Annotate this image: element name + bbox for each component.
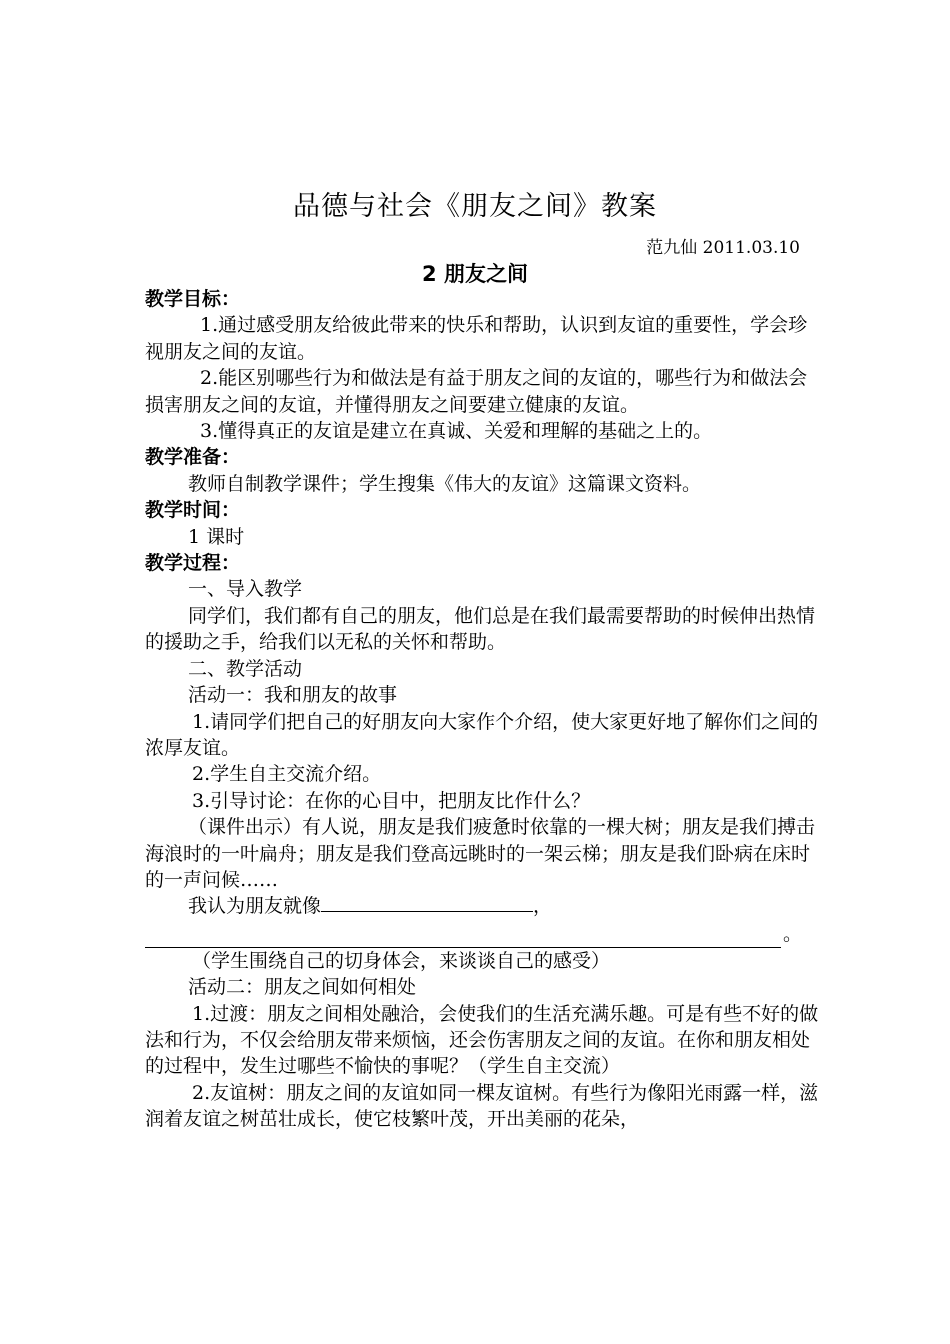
time-text: 1 课时 (188, 525, 245, 548)
activity-1-item-3: 3.引导讨论：在你的心目中，把朋友比作什么？ (192, 789, 591, 812)
fill-continuation-line (145, 920, 825, 948)
step-1-heading: 一、导入教学 (188, 578, 303, 601)
activity-2-item-2: 2.友谊树：朋友之间的友谊如同一棵友谊树。有些行为像阳光雨露一样，滋润着友谊之树茁壮成长，使它枝繁叶茂，开出美丽的花朵， (145, 1081, 819, 1131)
fill-blank (321, 893, 533, 912)
document-body (145, 286, 825, 1133)
intro-text: 同学们，我们都有自己的朋友，他们总是在我们最需要帮助的时候伸出热情的援助之手，给我们以无私的关怀和帮助。 (145, 604, 816, 654)
prep-heading: 教学准备： (145, 446, 241, 469)
activity-1-title: 活动一：我和朋友的故事 (188, 684, 398, 707)
goal-3: 3.懂得真正的友谊是建立在真诚、关爱和理解的基础之上的。 (200, 420, 713, 443)
time-heading: 教学时间： (145, 499, 241, 522)
activity-2-item-1: 1.过渡：朋友之间相处融洽，会使我们的生活充满乐趣。可是有些不好的做法和行为，不仅会给朋友带来烦恼，还会伤害朋友之间的友谊。在你和朋友相处的过程中，发生过哪些不愉快的事呢？（学生自主交流） (145, 1002, 819, 1078)
goal-2: 2.能区别哪些行为和做法是有益于朋友之间的友谊的，哪些行为和做法会损害朋友之间的友谊，并懂得朋友之间要建立健康的友谊。 (145, 367, 808, 416)
document-title: 品德与社会《朋友之间》教案 (293, 191, 657, 222)
fill-prompt: 我认为朋友就像 (188, 895, 322, 918)
activity-2-title: 活动二：朋友之间如何相处 (188, 976, 417, 999)
activity-1-item-2: 2.学生自主交流介绍。 (192, 763, 382, 786)
step-2-heading: 二、教学活动 (188, 657, 303, 680)
prep-text: 教师自制教学课件；学生搜集《伟大的友谊》这篇课文资料。 (188, 472, 702, 495)
goals-heading: 教学目标： (145, 288, 241, 310)
student-note: （学生围绕自己的切身体会，来谈谈自己的感受） (192, 949, 611, 972)
process-heading: 教学过程： (145, 552, 241, 575)
courseware-text: （课件出示）有人说，朋友是我们疲惫时依靠的一棵大树；朋友是我们搏击海浪时的一叶扁舟；朋友是我们登高远眺时的一架云梯；朋友是我们卧病在床时的一声问候…… (145, 816, 816, 891)
fill-comma: ， (533, 895, 553, 918)
author-date: 范九仙 2011.03.10 (646, 238, 800, 258)
lesson-subtitle: 2 朋友之间 (422, 262, 528, 286)
fill-blank-full (145, 929, 781, 948)
fill-in-line (145, 893, 825, 919)
goal-1: 1.通过感受朋友给彼此带来的快乐和帮助，认识到友谊的重要性，学会珍视朋友之间的友谊。 (145, 314, 808, 363)
fill-end: 。 (783, 923, 803, 946)
activity-1-item-1: 1.请同学们把自己的好朋友向大家作个介绍，使大家更好地了解你们之间的浓厚友谊。 (145, 710, 819, 759)
